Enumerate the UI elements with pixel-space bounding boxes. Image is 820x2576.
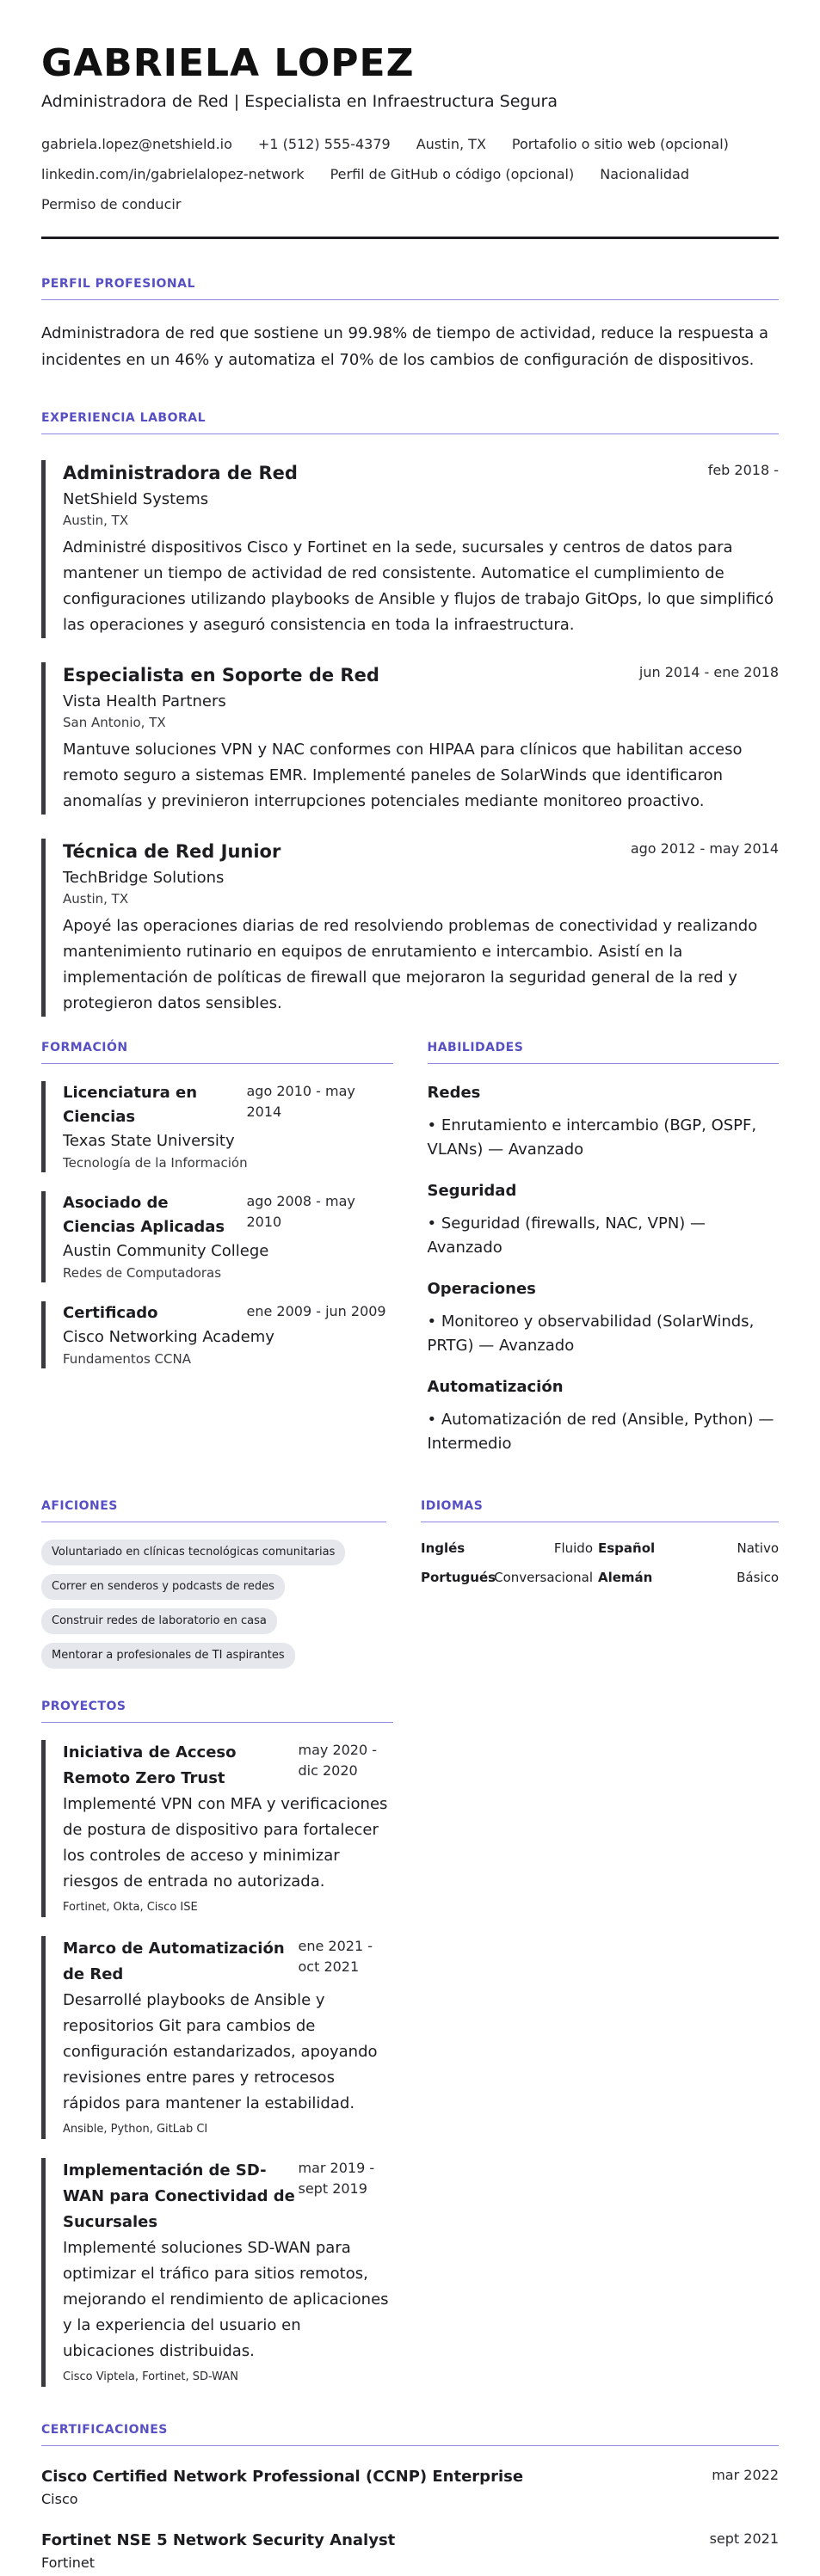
resume-header [41,41,779,239]
language-level: Fluido [553,1540,593,1556]
project-description: Implementé soluciones SD-WAN para optimizar el tráfico para sitios remotos, mejorando el rendimiento de aplicaciones y la experiencia del usuario en ubicaciones distribuidas. [63,2239,389,2360]
job-dates: jun 2014 - ene 2018 [638,664,779,680]
section-title: EXPERIENCIA LABORAL [41,411,207,425]
study-field: Redes de Computadoras [63,1265,222,1281]
job-location: Austin, TX [63,513,129,528]
language-name: Alemán [598,1570,653,1585]
project-list [41,1740,393,2387]
education-list [41,1081,393,1368]
section-divider [41,1722,393,1723]
certification-issuer: Fortinet [41,2554,95,2571]
project-name: Marco de Automatización de Red [63,1940,285,1983]
project-name: Implementación de SD-WAN para Conectividad de Sucursales [63,2161,295,2231]
section-divider [41,433,779,434]
project-dates: ene 2021 - oct 2021 [298,1938,373,1975]
certification-date: mar 2022 [712,2467,779,2483]
study-field: Tecnología de la Información [63,1155,248,1171]
section-divider [41,1063,393,1064]
degree-dates: ago 2008 - may 2010 [246,1193,355,1230]
hobby-chip: Correr en senderos y podcasts de redes [41,1574,285,1600]
school-name: Texas State University [63,1132,235,1150]
candidate-name: GABRIELA LOPEZ [41,41,415,85]
education-item [41,1191,393,1282]
job-description: Mantuve soluciones VPN y NAC conformes con HIPAA para clínicos que habilitan acceso remoto seguro a sistemas EMR. Implementé paneles de SolarWinds que identificaron anomalías y previnieron interrupciones potenciales mediante monitoreo proactivo. [63,741,743,810]
certification-issuer: Cisco [41,2491,78,2507]
experience-item [41,662,779,815]
certification-item [41,2529,779,2573]
project-technologies: Ansible, Python, GitLab CI [63,2123,208,2136]
education-item [41,1081,393,1172]
project-technologies: Fortinet, Okta, Cisco ISE [63,1901,198,1914]
job-company: TechBridge Solutions [63,869,225,887]
job-title: Administradora de Red [63,463,298,483]
language-name: Portugués [421,1570,496,1585]
job-dates: ago 2012 - may 2014 [630,840,779,857]
job-title: Especialista en Soporte de Red [63,665,379,685]
project-description: Desarrollé playbooks de Ansible y repositorios Git para cambios de configuración estandarizados, apoyando revisiones entre pares y retrocesos rápidos para mantener la estabilidad. [63,1991,378,2112]
section-title: HABILIDADES [427,1041,524,1054]
education-section [41,1041,393,1473]
study-field: Fundamentos CCNA [63,1351,191,1367]
project-dates: mar 2019 - sept 2019 [298,2160,375,2197]
contact-portfolio[interactable]: Portafolio o sitio web (opcional) [511,136,729,152]
certification-name: Fortinet NSE 5 Network Security Analyst [41,2531,396,2549]
language-name: Inglés [421,1540,465,1556]
language-level: Básico [737,1570,779,1585]
project-name: Iniciativa de Acceso Remoto Zero Trust [63,1743,237,1787]
hobbies-section [41,1499,386,1677]
hobby-list [41,1540,386,1669]
project-item [41,1936,393,2139]
section-title: FORMACIÓN [41,1041,128,1054]
summary-section [41,277,779,373]
contact-location: Austin, TX [416,136,486,152]
contact-github[interactable]: Perfil de GitHub o código (opcional) [330,166,575,182]
certification-date: sept 2021 [709,2530,779,2547]
skill-entry: • Monitoreo y observabilidad (SolarWinds, PRTG) — Avanzado [427,1313,755,1355]
section-title: AFICIONES [41,1499,118,1513]
hobby-chip: Voluntariado en clínicas tecnológicas comunitarias [41,1540,345,1565]
skill-category: Redes [427,1084,481,1102]
degree-name: Asociado de Ciencias Aplicadas [63,1194,225,1236]
contact-email[interactable]: gabriela.lopez@netshield.io [41,136,232,152]
skill-entry: • Enrutamiento e intercambio (BGP, OSPF, VLANs) — Avanzado [427,1116,757,1159]
skill-category: Operaciones [427,1280,536,1298]
contact-nationality: Nacionalidad [600,166,689,182]
degree-dates: ago 2010 - may 2014 [246,1083,355,1120]
project-item [41,1740,393,1917]
language-level: Conversacional [494,1570,593,1585]
skill-category: Seguridad [427,1182,517,1200]
language-list [421,1538,779,1588]
contact-phone[interactable]: +1 (512) 555-4379 [257,136,391,152]
certification-name: Cisco Certified Network Professional (CCNP) Enterprise [41,2468,524,2486]
job-company: Vista Health Partners [63,692,226,710]
school-name: Austin Community College [63,1242,269,1260]
job-description: Apoyé las operaciones diarias de red resolviendo problemas de conectividad y realizando mantenimiento rutinario en equipos de enrutamiento e intercambio. Asistí en la implementación de políticas de firewall que mejoraron la seguridad general de la red y protegieron datos sensibles. [63,917,758,1012]
school-name: Cisco Networking Academy [63,1328,274,1346]
section-title: PROYECTOS [41,1700,126,1713]
skills-list [428,1081,780,1456]
degree-name: Certificado [63,1304,158,1322]
job-dates: feb 2018 - [707,462,779,478]
header-divider [41,237,779,239]
hobbies-languages-row [41,1499,779,1677]
section-divider [41,299,779,300]
education-skills-row [41,1041,779,1473]
projects-section [41,1700,393,2406]
job-company: NetShield Systems [63,490,209,508]
skills-section [428,1041,780,1473]
certification-list [41,2465,779,2573]
languages-section [421,1499,779,1677]
certifications-section [41,2423,779,2573]
summary-text: Administradora de red que sostiene un 99.98% de tiempo de actividad, reduce la respuesta a incidentes en un 46% y automatiza el 70% de los cambios de configuración de dispositivos. [41,324,769,369]
project-item [41,2158,393,2387]
candidate-headline: Administradora de Red | Especialista en Infraestructura Segura [41,92,558,111]
language-name: Español [598,1540,656,1556]
projects-row-spacer [428,1700,780,2406]
degree-dates: ene 2009 - jun 2009 [246,1303,386,1319]
projects-row [41,1700,779,2406]
section-title: IDIOMAS [421,1499,484,1513]
experience-section [41,411,779,1017]
skill-entry: • Automatización de red (Ansible, Python) — Intermedio [427,1411,774,1453]
project-dates: may 2020 - dic 2020 [298,1742,378,1779]
skill-entry: • Seguridad (firewalls, NAC, VPN) — Avanzado [427,1214,706,1257]
contact-list [41,129,798,219]
language-level: Nativo [737,1540,779,1556]
contact-driving-license: Permiso de conducir [41,196,182,212]
hobby-chip: Mentorar a profesionales de TI aspirantes [41,1643,295,1669]
skill-category: Automatización [427,1378,564,1396]
section-divider [41,2445,779,2446]
job-description: Administré dispositivos Cisco y Fortinet en la sede, sucursales y centros de datos para mantener un tiempo de actividad de red consistente. Automatice el cumplimiento de configuraciones utilizando playbooks de Ansible y flujos de trabajo GitOps, lo que simplificó las operaciones y aseguró consistencia en toda la infraestructura. [63,538,774,634]
degree-name: Licenciatura en Ciencias [63,1084,198,1126]
section-title: CERTIFICACIONES [41,2423,168,2437]
job-location: Austin, TX [63,891,129,907]
section-title: PERFIL PROFESIONAL [41,277,195,291]
certification-item [41,2465,779,2510]
section-divider [428,1063,780,1064]
job-location: San Antonio, TX [63,715,166,730]
project-technologies: Cisco Viptela, Fortinet, SD-WAN [63,2370,238,2383]
job-title: Técnica de Red Junior [63,841,281,862]
experience-item [41,839,779,1017]
experience-item [41,460,779,638]
experience-list [41,460,779,1017]
education-item [41,1301,393,1368]
project-description: Implementé VPN con MFA y verificaciones de postura de dispositivo para fortalecer los controles de acceso y minimizar riesgos de entrada no autorizada. [63,1795,388,1891]
hobby-chip: Construir redes de laboratorio en casa [41,1608,277,1634]
contact-linkedin[interactable]: linkedin.com/in/gabrielalopez-network [41,166,305,182]
